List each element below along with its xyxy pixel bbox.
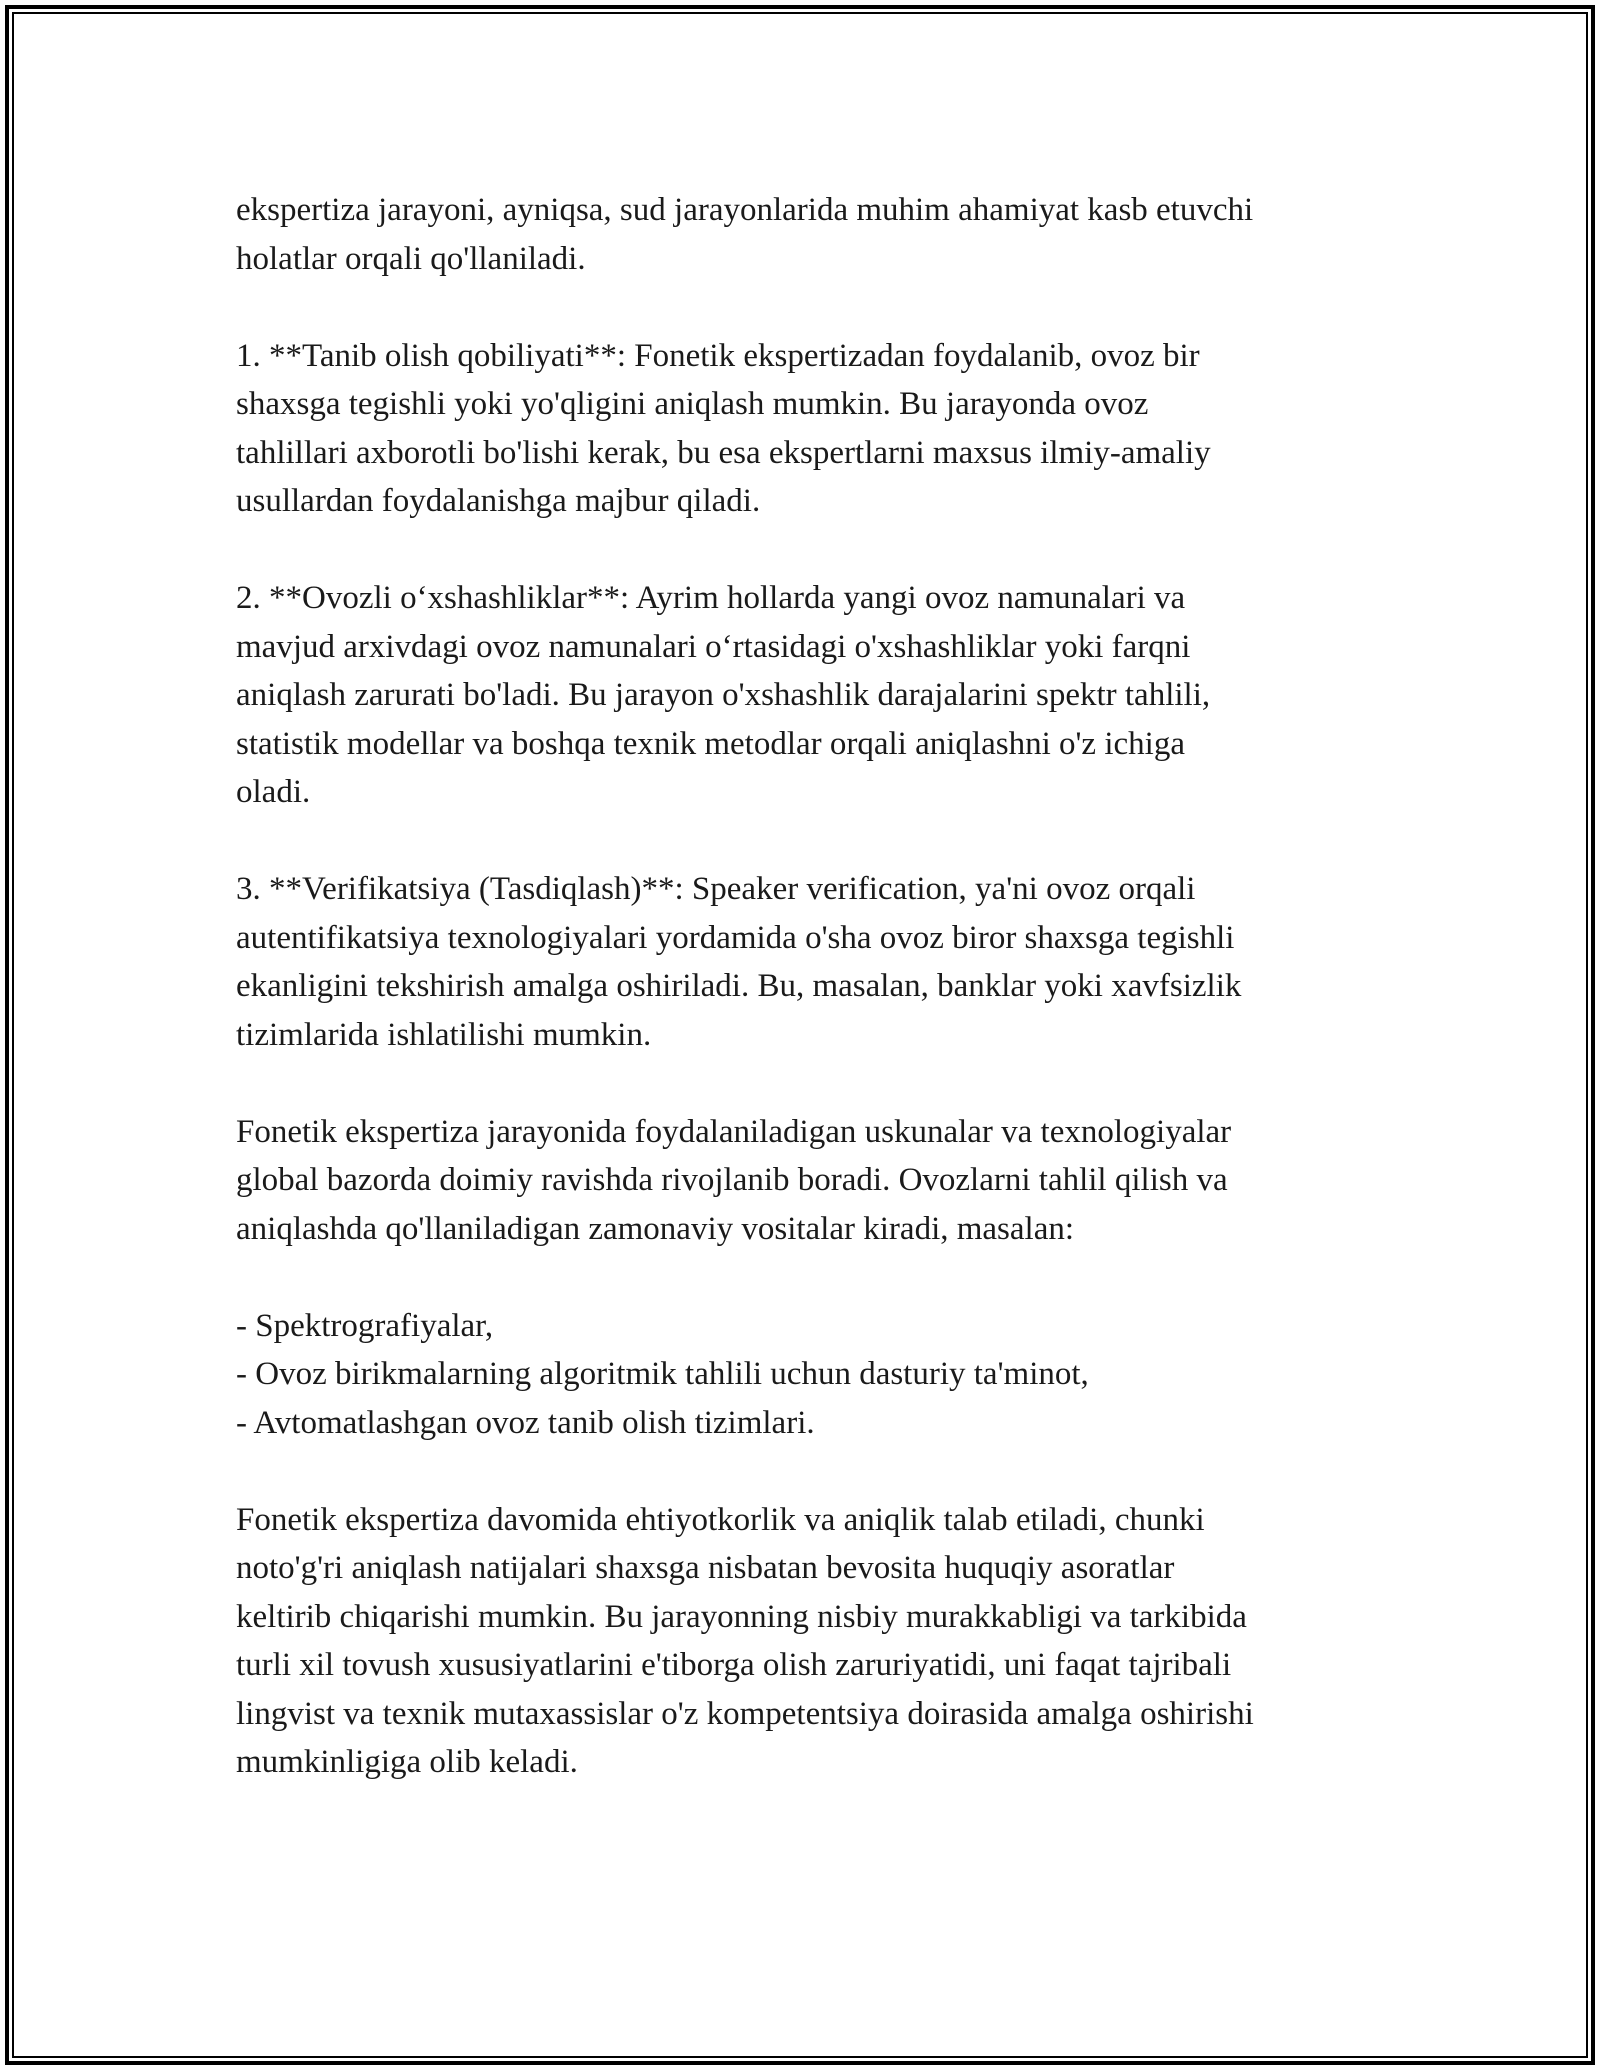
text-line: turli xil tovush xususiyatlarini e'tiborga olish zaruriyatidi, uni faqat tajribali	[236, 1647, 1232, 1683]
text-line: global bazorda doimiy ravishda rivojlanib boradi. Ovozlarni tahlil qilish va	[236, 1162, 1228, 1198]
paragraph-conclusion	[236, 1496, 1396, 1787]
text-line: Fonetik ekspertiza jarayonida foydalaniladigan uskunalar va texnologiyalar	[236, 1113, 1232, 1150]
paragraph-item-1	[236, 332, 1396, 526]
text-line: oladi.	[236, 774, 311, 810]
paragraph-item-3	[236, 865, 1396, 1059]
text-line: usullardan foydalanishga majbur qiladi.	[236, 483, 761, 519]
document-body	[236, 186, 1396, 1835]
text-line: lingvist va texnik mutaxassislar o'z kompetentsiya doirasida amalga oshirishi	[236, 1695, 1254, 1732]
text-line: shaxsga tegishli yoki yo'qligini aniqlash mumkin. Bu jarayonda ovoz	[236, 386, 1149, 422]
text-line: mavjud arxivdagi ovoz namunalari o‘rtasidagi o'xshashliklar yoki farqni	[236, 628, 1191, 665]
text-line: holatlar orqali qo'llaniladi.	[236, 240, 586, 277]
text-line: noto'g'ri aniqlash natijalari shaxsga nisbatan bevosita huquqiy asoratlar	[236, 1550, 1175, 1586]
text-line: tahlillari axborotli bo'lishi kerak, bu esa ekspertlarni maxsus ilmiy-amaliy	[236, 434, 1211, 471]
text-line: ekspertiza jarayoni, ayniqsa, sud jarayonlarida muhim ahamiyat kasb etuvchi	[236, 192, 1254, 228]
text-line: aniqlashda qo'llaniladigan zamonaviy vositalar kiradi, masalan:	[236, 1210, 1075, 1247]
text-line: mumkinligiga olib keladi.	[236, 1744, 578, 1780]
list-item: - Ovoz birikmalarning algoritmik tahlili uchun dasturiy ta'minot,	[236, 1356, 1089, 1392]
paragraph-tools-list	[236, 1302, 1396, 1448]
text-line: aniqlash zarurati bo'ladi. Bu jarayon o'xshashlik darajalarini spektr tahlili,	[236, 677, 1211, 713]
text-line: Fonetik ekspertiza davomida ehtiyotkorlik va aniqlik talab etiladi, chunki	[236, 1501, 1205, 1538]
list-item: - Avtomatlashgan ovoz tanib olish tizimlari.	[236, 1404, 815, 1441]
text-line: autentifikatsiya texnologiyalari yordamida o'sha ovoz biror shaxsga tegishli	[236, 919, 1235, 956]
text-line: 1. **Tanib olish qobiliyati**: Fonetik ekspertizadan foydalanib, ovoz bir	[236, 337, 1200, 374]
text-line: 2. **Ovozli o‘xshashliklar**: Ayrim hollarda yangi ovoz namunalari va	[236, 580, 1186, 616]
text-line: tizimlarida ishlatilishi mumkin.	[236, 1016, 652, 1053]
text-line: 3. **Verifikatsiya (Tasdiqlash)**: Speaker verification, ya'ni ovoz orqali	[236, 871, 1196, 907]
list-item: - Spektrografiyalar,	[236, 1307, 494, 1344]
paragraph-intro	[236, 186, 1396, 283]
paragraph-item-2	[236, 574, 1396, 817]
text-line: statistik modellar va boshqa texnik metodlar orqali aniqlashni o'z ichiga	[236, 725, 1185, 762]
paragraph-tools-intro	[236, 1108, 1396, 1254]
text-line: ekanligini tekshirish amalga oshiriladi. Bu, masalan, banklar yoki xavfsizlik	[236, 968, 1242, 1004]
text-line: keltirib chiqarishi mumkin. Bu jarayonning nisbiy murakkabligi va tarkibida	[236, 1598, 1247, 1635]
